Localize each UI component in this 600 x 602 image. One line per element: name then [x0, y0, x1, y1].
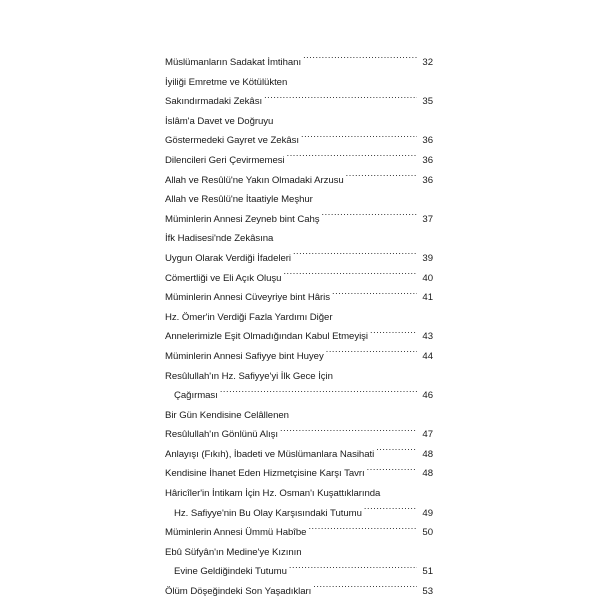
toc-entry-line [165, 190, 433, 210]
toc-entry [165, 112, 433, 151]
toc-entry-title: Hz. Ömer'in Verdiği Fazla Yardımı Diğer [165, 311, 333, 323]
toc-entry-title: Müminlerin Annesi Cüveyriye bint Hâris [165, 292, 330, 304]
toc-dot-leader [264, 93, 417, 104]
toc-page-number: 32 [422, 57, 433, 68]
toc-entry-last-line [165, 386, 433, 406]
toc-entry [165, 151, 433, 171]
toc-entry [165, 53, 433, 73]
toc-page-number: 46 [422, 390, 433, 402]
toc-entry-title: Annelerimizle Eşit Olmadığından Kabul Etmeyişi [165, 331, 368, 343]
toc-page-number: 48 [422, 448, 433, 460]
toc-entry [165, 171, 433, 191]
toc-entry-last-line [165, 445, 433, 465]
toc-entry-last-line [165, 562, 433, 582]
toc-entry-title: Sakındırmadaki Zekâsı [165, 96, 263, 108]
toc-entry-title: Göstermedeki Gayret ve Zekâsı [165, 135, 299, 147]
toc-dot-leader [313, 583, 417, 594]
toc-entry-title: Allah ve Resûlü'ne Yakın Olmadaki Arzusu [165, 174, 344, 186]
toc-entry [165, 523, 433, 543]
toc-entry-last-line [165, 425, 433, 445]
toc-dot-leader [367, 465, 417, 476]
toc-page-number: 35 [422, 96, 433, 108]
toc-dot-leader [364, 505, 417, 516]
toc-entry-last-line [165, 269, 433, 289]
toc-entry-last-line [165, 582, 433, 602]
toc-entry-title: Müminlerin Annesi Ümmü Habîbe [165, 527, 307, 539]
toc-entry-title: Evine Geldiğindeki Tutumu [174, 566, 287, 578]
toc-entry-last-line [165, 171, 433, 191]
toc-dot-leader [308, 524, 417, 535]
toc-entry-last-line [165, 249, 433, 269]
toc-entry-last-line [165, 151, 433, 171]
toc-entry-line [165, 308, 433, 328]
toc-entry-last-line [165, 131, 433, 151]
toc-page-number: 36 [422, 154, 433, 166]
toc-entry-title: Hâricîler'in İntikam İçin Hz. Osman'ı Kuşattıklarında [165, 488, 381, 500]
toc-entry-last-line [165, 523, 433, 543]
toc-entry-last-line [165, 53, 433, 73]
toc-entry-title: Uygun Olarak Verdiği İfadeleri [165, 252, 291, 264]
toc-page-number: 39 [422, 252, 433, 264]
toc-entry [165, 445, 433, 465]
toc-entry-title: İslâm'a Davet ve Doğruyu [165, 115, 274, 127]
toc-entry-title: İfk Hadisesi'nde Zekâsına [165, 233, 274, 245]
toc-entry-title: Ebû Süfyân'ın Medine'ye Kızının [165, 546, 302, 558]
toc-entry-line [165, 543, 433, 563]
toc-page-number: 43 [422, 331, 433, 343]
toc-dot-leader [303, 54, 417, 65]
toc-entry-line [165, 73, 433, 93]
toc-entry [165, 229, 433, 268]
toc-entry [165, 582, 433, 602]
toc-entry-title: Bir Gün Kendisine Celâllenen [165, 409, 289, 421]
toc-page-number: 36 [422, 135, 433, 147]
toc-entry [165, 464, 433, 484]
toc-entry-title: Ölüm Döşeğindeki Son Yaşadıkları [165, 586, 312, 598]
toc-entry-line [165, 484, 433, 504]
toc-entry-title: İyiliği Emretme ve Kötülükten [165, 76, 288, 88]
toc-entry-last-line [165, 288, 433, 308]
toc-entry-title: Resûlullah'ın Hz. Safiyye'yi İlk Gece İçin [165, 370, 333, 382]
toc-page-number: 48 [422, 468, 433, 480]
toc-entry [165, 73, 433, 112]
toc-dot-leader [220, 387, 417, 398]
toc-entry [165, 484, 433, 523]
toc-entry-last-line [165, 504, 433, 524]
toc-dot-leader [322, 211, 417, 222]
toc-entry [165, 269, 433, 289]
toc-entry [165, 367, 433, 406]
toc-entry-title: Çağırması [174, 390, 218, 402]
toc-entry-line [165, 112, 433, 132]
toc-dot-leader [301, 132, 417, 143]
toc-entry [165, 406, 433, 445]
toc-entry-line [165, 367, 433, 387]
toc-page-number: 40 [422, 272, 433, 284]
toc-page-number: 50 [422, 527, 433, 539]
toc-entry [165, 347, 433, 367]
toc-page-number: 47 [422, 429, 433, 441]
toc-entry-title: Hz. Safiyye'nin Bu Olay Karşısındaki Tutumu [174, 507, 362, 519]
toc-entry-title: Dilencileri Geri Çevirmemesi [165, 154, 285, 166]
toc-entry [165, 190, 433, 229]
toc-dot-leader [280, 426, 417, 437]
toc-dot-leader [326, 348, 417, 359]
toc-dot-leader [283, 270, 417, 281]
toc-page-number: 51 [422, 566, 433, 578]
toc-dot-leader [293, 250, 417, 261]
toc-entry-last-line [165, 92, 433, 112]
toc-entry-line [165, 229, 433, 249]
toc-page-number: 53 [422, 586, 433, 598]
toc-entry-title: Kendisine İhanet Eden Hizmetçisine Karşı Tavrı [165, 468, 365, 480]
toc-dot-leader [370, 328, 417, 339]
toc-dot-leader [287, 152, 417, 163]
toc-entry-title: Cömertliği ve Eli Açık Oluşu [165, 272, 282, 284]
toc-dot-leader [376, 446, 417, 457]
toc-entry-title: Allah ve Resûlü'ne İtaatiyle Meşhur [165, 194, 313, 206]
toc-dot-leader [289, 563, 417, 574]
toc-entry-title: Resûlullah'ın Gönlünü Alışı [165, 429, 279, 441]
toc-dot-leader [346, 172, 417, 183]
toc-page-number: 49 [422, 507, 433, 519]
toc-entry-title: Müminlerin Annesi Zeyneb bint Cahş [165, 213, 320, 225]
toc-entry-last-line [165, 347, 433, 367]
toc-dot-leader [332, 289, 417, 300]
toc-entry-line [165, 406, 433, 426]
toc-page-number: 37 [422, 213, 433, 225]
toc-entry [165, 308, 433, 347]
toc-page-number: 41 [422, 292, 433, 304]
toc-entry [165, 288, 433, 308]
toc-entry-last-line [165, 210, 433, 230]
table-of-contents [165, 53, 433, 602]
toc-entry-title: Müminlerin Annesi Safiyye bint Huyey [165, 350, 324, 362]
toc-entry-title: Müslümanların Sadakat İmtihanı [165, 57, 302, 68]
toc-entry-last-line [165, 464, 433, 484]
toc-page-number: 36 [422, 174, 433, 186]
toc-entry [165, 543, 433, 582]
toc-entry-last-line [165, 327, 433, 347]
toc-entry-title: Anlayışı (Fıkıh), İbadeti ve Müslümanlara Nasihati [165, 448, 375, 460]
toc-page-number: 44 [422, 350, 433, 362]
